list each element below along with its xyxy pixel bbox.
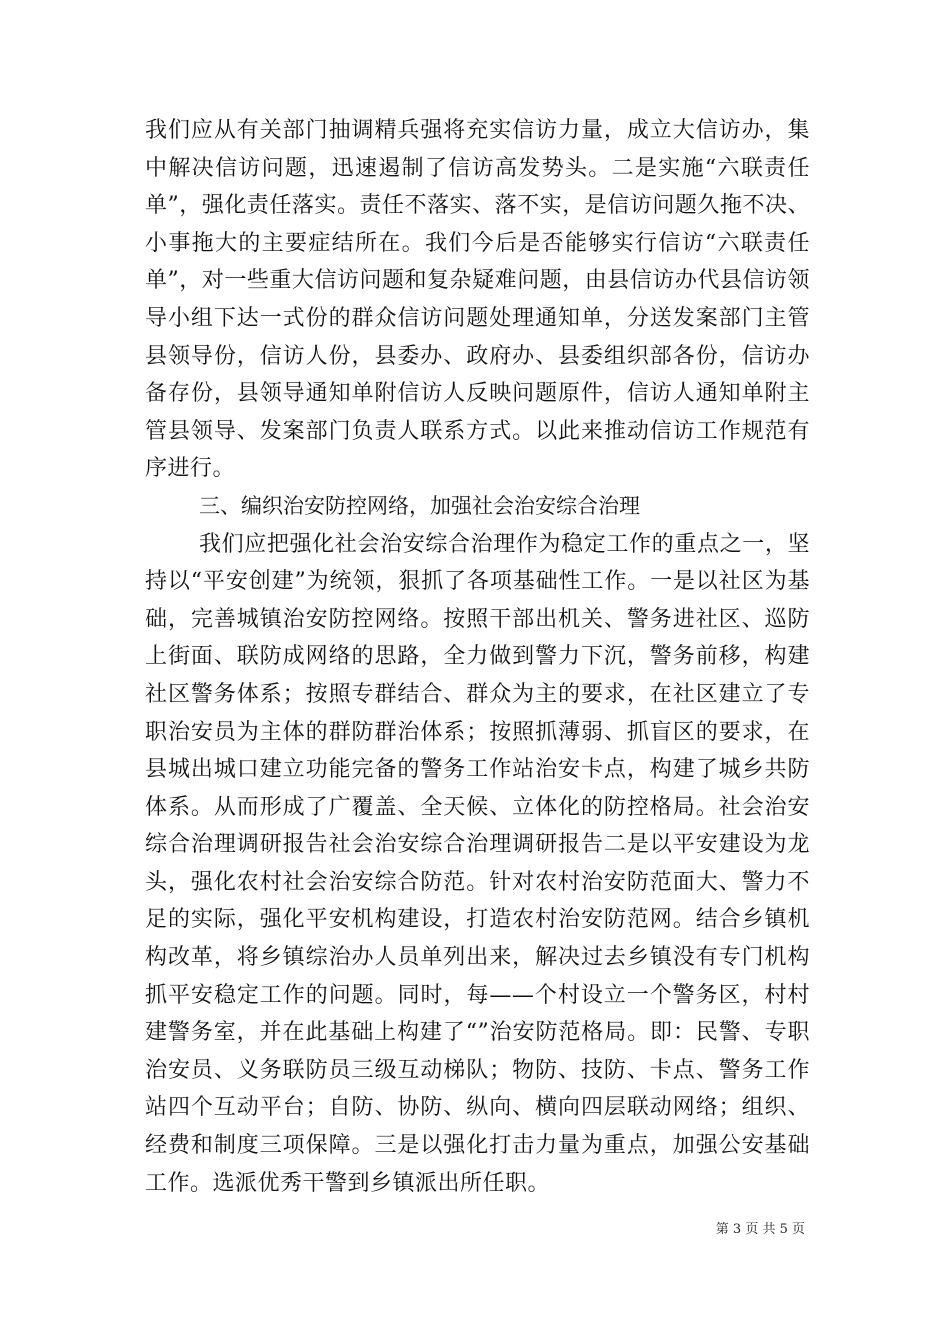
- document-body: [145, 112, 810, 1202]
- paragraph-1: 我们应从有关部门抽调精兵强将充实信访力量，成立大信访办，集中解决信访问题，迅速遏制了信访高发势头。二是实施“六联责任单”，强化责任落实。责任不落实、落不实，是信访问题久拖不决、小事拖大的主要症结所在。我们今后是否能够实行信访“六联责任单”，对一些重大信访问题和复杂疑难问题，由县信访办代县信访领导小组下达一式份的群众信访问题处理通知单，分送发案部门主管县领导份，信访人份，县委办、政府办、县委组织部各份，信访办备存份，县领导通知单附信访人反映问题原件，信访人通知单附主管县领导、发案部门负责人联系方式。以此来推动信访工作规范有序进行。: [145, 118, 810, 482]
- paragraph-2: 我们应把强化社会治安综合治理作为稳定工作的重点之一，坚持以“平安创建”为统领，狠抓了各项基础性工作。一是以社区为基础，完善城镇治安防控网络。按照干部出机关、警务进社区、巡防上街面、联防成网络的思路，全力做到警力下沉，警务前移，构建社区警务体系；按照专群结合、群众为主的要求，在社区建立了专职治安员为主体的群防群治体系；按照抓薄弱、抓盲区的要求，在县城出城口建立功能完备的警务工作站治安卡点，构建了城乡共防体系。从而形成了广覆盖、全天候、立体化的防控格局。社会治安综合治理调研报告社会治安综合治理调研报告二是以平安建设为龙头，强化农村社会治安综合防范。针对农村治安防范面大、警力不足的实际，强化平安机构建设，打造农村治安防范网。结合乡镇机构改革，将乡镇综治办人员单列出来，解决过去乡镇没有专门机构抓平安稳定工作的问题。同时，每——个村设立一个警务区，村村建警务室，并在此基础上构建了“”治安防范格局。即：民警、专职治安员、义务联防员三级互动梯队；物防、技防、卡点、警务工作站四个互动平台；自防、协防、纵向、横向四层联动网络；组织、经费和制度三项保障。三是以强化打击力量为重点，加强公安基础工作。选派优秀干警到乡镇派出所任职。: [145, 531, 810, 1196]
- page-number-footer: 第 3 页 共 5 页: [715, 1222, 805, 1237]
- section-heading-3: 三、编织治安防控网络，加强社会治安综合治理: [199, 493, 640, 518]
